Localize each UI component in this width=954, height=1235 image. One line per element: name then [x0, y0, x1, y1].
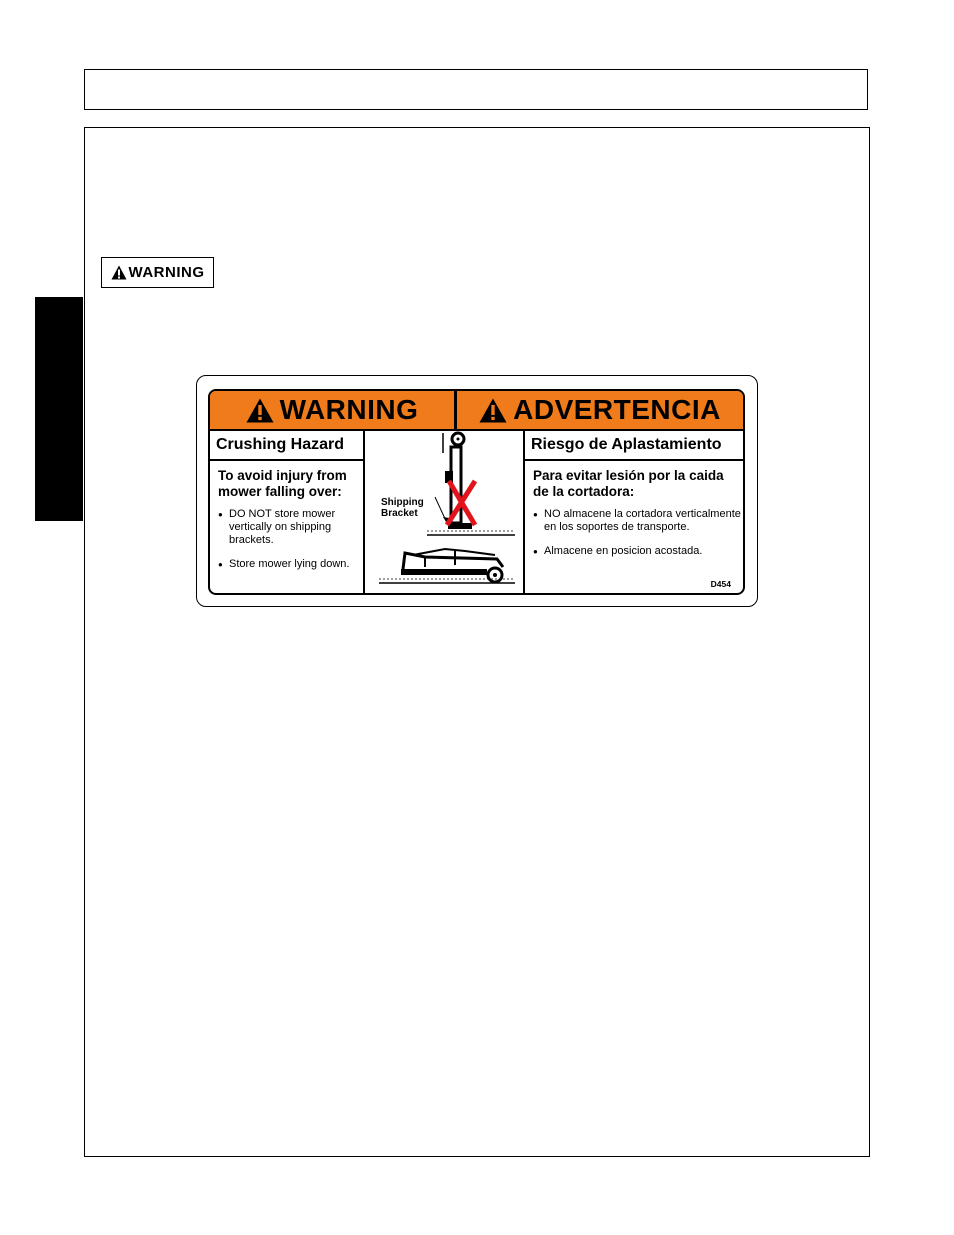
spanish-heading: Riesgo de Aplastamiento	[525, 431, 743, 461]
warning-triangle-icon	[479, 398, 507, 423]
shipping-label-line1: Shipping	[381, 497, 424, 508]
shipping-bracket-label	[381, 497, 424, 519]
english-bullets	[218, 508, 363, 571]
spanish-lead: Para evitar lesión por la caida de la cortadora:	[533, 468, 724, 499]
decal-code: D454	[710, 579, 731, 589]
list-item: ● Almacene en posicion acostada.	[533, 545, 743, 558]
list-item: ● DO NOT store mower vertically on shipping brackets.	[218, 508, 363, 547]
spanish-column	[525, 431, 743, 593]
warning-triangle-icon	[111, 265, 127, 280]
illustration-column	[365, 431, 525, 593]
english-lead: To avoid injury from mower falling over:	[218, 468, 347, 499]
shipping-label-line2: Bracket	[381, 508, 418, 519]
page-header-box	[84, 69, 868, 110]
decal-banner	[210, 391, 743, 431]
safety-decal	[196, 375, 758, 607]
warning-triangle-icon	[246, 398, 274, 423]
list-item: ● Store mower lying down.	[218, 558, 363, 571]
list-item: ● NO almacene la cortadora verticalmente en los soportes de transporte.	[533, 508, 743, 534]
spanish-bullets	[533, 508, 743, 558]
banner-advertencia	[457, 391, 743, 429]
banner-warning-text: WARNING	[279, 394, 419, 425]
english-heading: Crushing Hazard	[210, 431, 363, 461]
section-side-tab	[35, 297, 83, 521]
warning-badge-label: WARNING	[128, 264, 205, 281]
banner-advertencia-text: ADVERTENCIA	[513, 394, 721, 425]
english-column	[210, 431, 365, 593]
warning-badge	[101, 257, 214, 288]
safety-decal-inner	[208, 389, 745, 595]
banner-warning	[210, 391, 457, 429]
